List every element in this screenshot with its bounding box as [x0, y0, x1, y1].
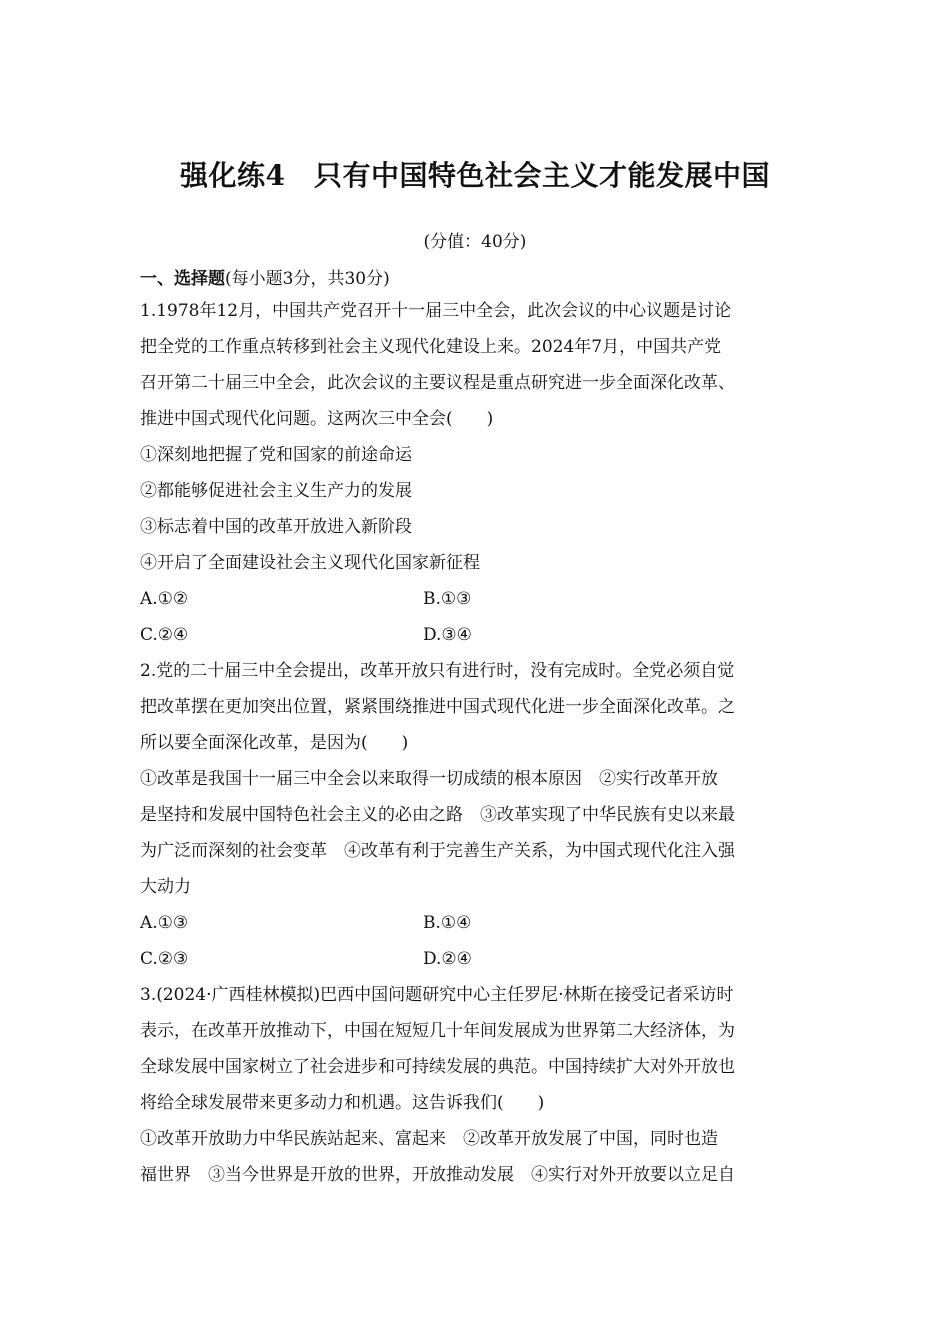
statement-item: 是坚持和发展中国特色社会主义的必由之路 ③改革实现了中华民族有史以来最: [140, 805, 735, 825]
question-2: [140, 653, 812, 977]
answer-option-d[interactable]: D.③④: [423, 625, 472, 645]
statement-item: ②都能够促进社会主义生产力的发展: [140, 481, 412, 501]
question-line: 召开第二十届三中全会，此次会议的主要议程是重点研究进一步全面深化改革、: [140, 373, 735, 393]
answer-option-d[interactable]: D.②④: [423, 949, 472, 969]
section-heading: [140, 261, 812, 293]
question-line: 表示，在改革开放推动下，中国在短短几十年间发展成为世界第二大经济体，为: [140, 1021, 735, 1041]
section-note: (每小题3分，共30分): [225, 269, 390, 289]
answer-option-a[interactable]: A.①③: [140, 913, 189, 933]
statement-item: ①改革是我国十一届三中全会以来取得一切成绩的根本原因 ②实行改革开放: [140, 769, 718, 789]
answer-options-row: [140, 905, 812, 941]
question-line: 推进中国式现代化问题。这两次三中全会( ): [140, 409, 494, 429]
document-body: [140, 261, 812, 1193]
answer-option-b[interactable]: B.①④: [423, 913, 472, 933]
answer-option-b[interactable]: B.①③: [423, 589, 472, 609]
answer-option-c[interactable]: C.②④: [140, 625, 189, 645]
answer-options-row: [140, 617, 812, 653]
page-title: 强化练4 只有中国特色社会主义才能发展中国: [180, 159, 770, 192]
statement-item: 为广泛而深刻的社会变革 ④改革有利于完善生产关系，为中国式现代化注入强: [140, 841, 735, 861]
question-line: 把改革摆在更加突出位置，紧紧围绕推进中国式现代化进一步全面深化改革。之: [140, 697, 735, 717]
answer-options-row: [140, 941, 812, 977]
question-1: [140, 293, 812, 653]
question-line: 全球发展中国家树立了社会进步和可持续发展的典范。中国持续扩大对外开放也: [140, 1057, 735, 1077]
statement-item: 大动力: [140, 877, 191, 897]
statement-item: 福世界 ③当今世界是开放的世界，开放推动发展 ④实行对外开放要以立足自: [140, 1165, 735, 1185]
statement-item: ④开启了全面建设社会主义现代化国家新征程: [140, 553, 480, 573]
answer-option-c[interactable]: C.②③: [140, 949, 189, 969]
question-line: 3.(2024·广西桂林模拟)巴西中国问题研究中心主任罗尼·林斯在接受记者采访时: [140, 985, 734, 1005]
question-line: 把全党的工作重点转移到社会主义现代化建设上来。2024年7月，中国共产党: [140, 337, 722, 357]
question-line: 1.1978年12月，中国共产党召开十一届三中全会，此次会议的中心议题是讨论: [140, 301, 732, 321]
question-line: 2.党的二十届三中全会提出，改革开放只有进行时，没有完成时。全党必须自觉: [140, 661, 735, 681]
section-label: 一、选择题: [140, 269, 225, 289]
question-line: 所以要全面深化改革，是因为( ): [140, 733, 409, 753]
statement-item: ①改革开放助力中华民族站起来、富起来 ②改革开放发展了中国，同时也造: [140, 1129, 718, 1149]
question-3: [140, 977, 812, 1193]
statement-item: ①深刻地把握了党和国家的前途命运: [140, 445, 412, 465]
question-line: 将给全球发展带来更多动力和机遇。这告诉我们( ): [140, 1093, 545, 1113]
answer-option-a[interactable]: A.①②: [140, 589, 189, 609]
answer-options-row: [140, 581, 812, 617]
statement-item: ③标志着中国的改革开放进入新阶段: [140, 517, 412, 537]
score-value: (分值：40分): [423, 232, 527, 252]
